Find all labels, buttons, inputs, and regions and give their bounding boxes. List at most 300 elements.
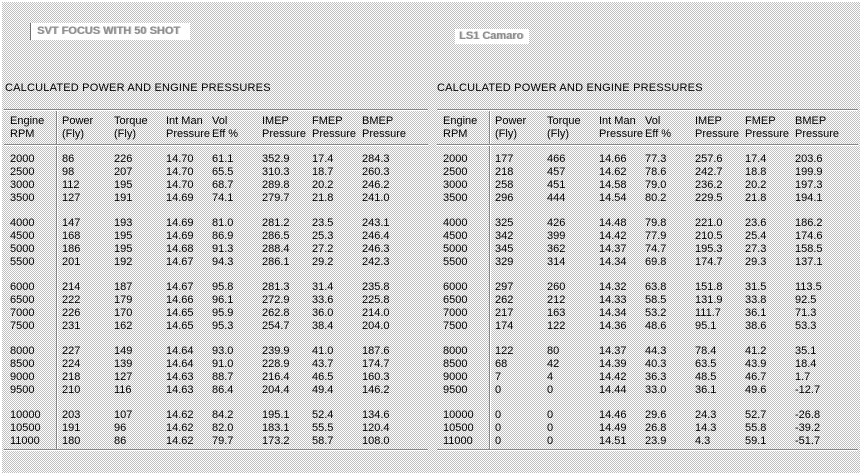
- table-row-group: [4, 217, 428, 269]
- power-pressure-table-right: [437, 109, 858, 451]
- data-cell: 218: [495, 166, 514, 178]
- data-cell: 53.2: [645, 307, 667, 319]
- data-cell: 9000: [10, 371, 35, 383]
- data-cell: 41.0: [312, 345, 334, 357]
- data-cell: 451: [547, 179, 566, 191]
- data-cell: 14.66: [599, 153, 627, 165]
- data-cell: 84.2: [212, 409, 234, 421]
- data-cell: 18.8: [745, 166, 767, 178]
- data-cell: 168: [62, 230, 81, 242]
- header-cell-line: FMEP: [745, 115, 776, 127]
- table-row-group: [437, 217, 858, 269]
- data-cell: 24.3: [695, 409, 717, 421]
- header-cell-line: Pressure: [312, 128, 357, 140]
- data-cell: 4500: [443, 230, 468, 242]
- data-cell: 226: [62, 307, 81, 319]
- data-cell: 362: [547, 243, 566, 255]
- data-cell: 6000: [10, 281, 35, 293]
- header-cell: [258, 115, 308, 141]
- data-cell: 14.62: [166, 435, 194, 447]
- header-cell-line: IMEP: [262, 115, 289, 127]
- data-cell: 14.64: [166, 358, 194, 370]
- data-cell: 69.8: [645, 256, 667, 268]
- data-cell: 11000: [443, 435, 473, 447]
- data-cell: 18.4: [795, 358, 817, 370]
- data-cell: 40.3: [645, 358, 667, 370]
- vehicle-name-field-right[interactable]: LS1 Camaro: [455, 29, 529, 44]
- data-cell: 296: [495, 192, 514, 204]
- data-cell: 183.1: [262, 422, 290, 434]
- header-cell-line: (Fly): [62, 128, 84, 140]
- table-bottom-rule: [437, 449, 858, 451]
- data-cell: 86.9: [212, 230, 234, 242]
- data-cell: 212: [547, 294, 566, 306]
- data-cell: 235.8: [362, 281, 390, 293]
- data-cell: 225.8: [362, 294, 390, 306]
- data-cell: 260.3: [362, 166, 390, 178]
- table-header-row: [4, 111, 428, 144]
- data-cell: 4000: [443, 217, 468, 229]
- data-cell: 14.70: [166, 179, 194, 191]
- data-cell: 0: [547, 384, 554, 396]
- data-cell: 96: [114, 422, 127, 434]
- data-cell: 17.4: [745, 153, 767, 165]
- data-cell: 8000: [443, 345, 468, 357]
- data-cell: 284.3: [362, 153, 390, 165]
- header-cell: [58, 115, 110, 141]
- data-cell: 79.8: [645, 217, 667, 229]
- data-cell: 1.7: [795, 371, 811, 383]
- header-cell: [543, 115, 595, 141]
- data-cell: 0: [495, 422, 502, 434]
- data-cell: 71.3: [795, 307, 817, 319]
- table-row-group: [437, 409, 858, 448]
- data-cell: 14.3: [695, 422, 717, 434]
- data-cell: 191: [114, 192, 133, 204]
- data-cell: 61.1: [212, 153, 234, 165]
- data-cell: 314: [547, 256, 566, 268]
- data-cell: 77.9: [645, 230, 667, 242]
- data-cell: 14.69: [166, 217, 194, 229]
- data-cell: 10000: [443, 409, 474, 421]
- data-cell: 122: [547, 320, 566, 332]
- data-cell: 91.3: [212, 243, 234, 255]
- data-cell: 122: [495, 345, 514, 357]
- data-cell: 14.68: [166, 243, 194, 255]
- data-cell: 14.37: [599, 345, 627, 357]
- header-cell-line: (Fly): [114, 128, 136, 140]
- data-cell: 199.9: [795, 166, 823, 178]
- data-cell: 14.33: [599, 294, 627, 306]
- data-cell: 195: [114, 230, 133, 242]
- data-cell: 214: [62, 281, 81, 293]
- data-cell: 6500: [10, 294, 35, 306]
- data-cell: 14.42: [599, 371, 627, 383]
- data-cell: 3000: [443, 179, 468, 191]
- data-cell: 4500: [10, 230, 35, 242]
- data-cell: 203.6: [795, 153, 823, 165]
- data-cell: 5000: [443, 243, 468, 255]
- data-cell: 221.0: [695, 217, 723, 229]
- data-cell: 79.7: [212, 435, 234, 447]
- section-heading-right: CALCULATED POWER AND ENGINE PRESSURES: [437, 82, 703, 94]
- data-cell: 14.69: [166, 192, 194, 204]
- data-cell: 242.7: [695, 166, 723, 178]
- data-cell: 286.1: [262, 256, 290, 268]
- data-cell: 204.4: [262, 384, 290, 396]
- data-cell: 74.1: [212, 192, 234, 204]
- data-cell: 2500: [443, 166, 468, 178]
- header-cell-line: IMEP: [695, 115, 722, 127]
- header-cell-line: FMEP: [312, 115, 343, 127]
- header-cell-line: Pressure: [695, 128, 740, 140]
- table-top-rule: [437, 109, 858, 111]
- table-row-group: [4, 345, 428, 397]
- data-cell: 227: [62, 345, 81, 357]
- data-cell: 4000: [10, 217, 35, 229]
- data-cell: 81.0: [212, 217, 234, 229]
- data-cell: 246.4: [362, 230, 390, 242]
- data-cell: 201: [62, 256, 81, 268]
- data-cell: 86: [62, 153, 75, 165]
- data-cell: 9000: [443, 371, 468, 383]
- data-cell: 96.1: [212, 294, 234, 306]
- data-cell: 180: [62, 435, 81, 447]
- data-cell: 194.1: [795, 192, 823, 204]
- data-cell: 41.2: [745, 345, 767, 357]
- data-cell: 77.3: [645, 153, 667, 165]
- data-cell: 36.1: [695, 384, 717, 396]
- data-cell: 29.3: [745, 256, 767, 268]
- data-cell: 218: [62, 371, 81, 383]
- data-cell: 325: [495, 217, 514, 229]
- data-cell: 170: [114, 307, 133, 319]
- header-cell-line: Pressure: [166, 128, 211, 140]
- data-cell: 14.66: [166, 294, 194, 306]
- data-cell: 217: [495, 307, 514, 319]
- data-cell: 33.8: [745, 294, 767, 306]
- header-cell-line: Pressure: [745, 128, 790, 140]
- header-cell-line: RPM: [10, 128, 35, 140]
- data-cell: 272.9: [262, 294, 290, 306]
- header-cell: [208, 115, 258, 141]
- data-cell: 46.7: [745, 371, 767, 383]
- data-cell: 49.4: [312, 384, 334, 396]
- data-cell: 257.6: [695, 153, 723, 165]
- data-cell: 35.1: [795, 345, 817, 357]
- data-cell: 231: [62, 320, 81, 332]
- data-cell: 14.65: [166, 307, 194, 319]
- data-cell: 27.2: [312, 243, 334, 255]
- data-cell: 281.2: [262, 217, 290, 229]
- data-cell: 33.0: [645, 384, 667, 396]
- data-cell: 286.5: [262, 230, 290, 242]
- data-cell: 297: [495, 281, 514, 293]
- data-cell: 187: [114, 281, 133, 293]
- data-cell: 6000: [443, 281, 468, 293]
- data-cell: 3500: [10, 192, 35, 204]
- data-cell: 8000: [10, 345, 35, 357]
- data-cell: 162: [114, 320, 133, 332]
- table-row-group: [437, 281, 858, 333]
- data-cell: 58.7: [312, 435, 334, 447]
- data-cell: 426: [547, 217, 566, 229]
- data-cell: 42: [547, 358, 560, 370]
- data-cell: 5500: [443, 256, 468, 268]
- data-cell: 43.7: [312, 358, 334, 370]
- data-cell: 345: [495, 243, 514, 255]
- vehicle-name-field-left[interactable]: SVT FOCUS WITH 50 SHOT: [30, 23, 190, 40]
- data-cell: 23.9: [645, 435, 667, 447]
- data-cell: 21.8: [312, 192, 334, 204]
- data-cell: 29.2: [312, 256, 334, 268]
- data-cell: 14.34: [599, 307, 627, 319]
- data-cell: 52.4: [312, 409, 334, 421]
- data-cell: 127: [62, 192, 81, 204]
- data-cell: 134.6: [362, 409, 390, 421]
- data-cell: 14.63: [166, 371, 194, 383]
- data-cell: 46.5: [312, 371, 334, 383]
- data-cell: 222: [62, 294, 81, 306]
- data-cell: 86: [114, 435, 127, 447]
- data-cell: 116: [114, 384, 132, 396]
- data-cell: 158.5: [795, 243, 823, 255]
- data-cell: 68: [495, 358, 508, 370]
- data-cell: 31.5: [745, 281, 767, 293]
- data-cell: 17.4: [312, 153, 334, 165]
- data-cell: 0: [495, 409, 502, 421]
- data-cell: 187.6: [362, 345, 390, 357]
- data-cell: 91.0: [212, 358, 234, 370]
- data-cell: 7500: [10, 320, 35, 332]
- data-cell: 3500: [443, 192, 468, 204]
- data-cell: 68.7: [212, 179, 234, 191]
- data-cell: 120.4: [362, 422, 390, 434]
- data-cell: 224: [62, 358, 81, 370]
- data-cell: 14.48: [599, 217, 627, 229]
- header-cell-line: RPM: [443, 128, 468, 140]
- data-cell: 43.9: [745, 358, 767, 370]
- data-cell: 53.3: [795, 320, 817, 332]
- table-row-group: [437, 345, 858, 397]
- header-cell-line: BMEP: [362, 115, 394, 127]
- data-cell: 95.1: [695, 320, 717, 332]
- header-cell-line: Torque: [114, 115, 148, 127]
- header-cell: [595, 115, 644, 141]
- data-cell: 466: [547, 153, 566, 165]
- data-cell: 38.4: [312, 320, 334, 332]
- data-cell: 214.0: [362, 307, 390, 319]
- data-cell: 192: [114, 256, 133, 268]
- data-cell: 241.0: [362, 192, 390, 204]
- data-cell: 399: [547, 230, 566, 242]
- data-cell: 228.9: [262, 358, 290, 370]
- data-cell: 63.5: [695, 358, 717, 370]
- data-cell: 281.3: [262, 281, 290, 293]
- data-cell: 195.1: [262, 409, 290, 421]
- data-cell: 20.2: [312, 179, 334, 191]
- data-cell: 14.70: [166, 153, 194, 165]
- data-cell: 38.6: [745, 320, 767, 332]
- data-cell: 195: [114, 243, 133, 255]
- header-cell-line: (Fly): [547, 128, 569, 140]
- data-cell: 94.3: [212, 256, 234, 268]
- data-cell: 92.5: [795, 294, 817, 306]
- data-cell: 242.3: [362, 256, 390, 268]
- data-cell: 352.9: [262, 153, 290, 165]
- data-cell: 0: [547, 435, 554, 447]
- data-cell: 14.62: [166, 409, 194, 421]
- header-cell-line: Int Man: [599, 115, 636, 127]
- data-cell: 55.8: [745, 422, 767, 434]
- data-cell: 36.3: [645, 371, 667, 383]
- header-cell-line: BMEP: [795, 115, 827, 127]
- data-cell: 9500: [443, 384, 468, 396]
- data-cell: 262.8: [262, 307, 290, 319]
- data-cell: 127: [114, 371, 133, 383]
- data-cell: 163: [547, 307, 566, 319]
- data-cell: 29.6: [645, 409, 667, 421]
- data-cell: 174: [495, 320, 514, 332]
- data-cell: 74.7: [645, 243, 667, 255]
- data-cell: 52.7: [745, 409, 767, 421]
- header-cell: [641, 115, 691, 141]
- data-cell: 14.46: [599, 409, 627, 421]
- data-cell: 0: [547, 422, 554, 434]
- data-cell: 78.4: [695, 345, 717, 357]
- data-cell: 8500: [10, 358, 35, 370]
- data-cell: 26.8: [645, 422, 667, 434]
- data-cell: 95.9: [212, 307, 234, 319]
- data-cell: -26.8: [795, 409, 821, 421]
- header-cell-line: Pressure: [262, 128, 307, 140]
- data-cell: 457: [547, 166, 566, 178]
- data-cell: 108.0: [362, 435, 390, 447]
- data-cell: 4.3: [695, 435, 711, 447]
- data-cell: 18.7: [312, 166, 334, 178]
- data-cell: 146.2: [362, 384, 390, 396]
- data-cell: 10500: [443, 422, 474, 434]
- data-cell: 95.3: [212, 320, 234, 332]
- data-cell: 93.0: [212, 345, 234, 357]
- data-cell: 174.7: [362, 358, 390, 370]
- data-cell: 79.0: [645, 179, 667, 191]
- data-cell: 195.3: [695, 243, 723, 255]
- data-cell: 107: [114, 409, 133, 421]
- data-cell: 36.0: [312, 307, 334, 319]
- data-cell: 131.9: [695, 294, 723, 306]
- header-cell: [4, 115, 58, 141]
- data-cell: 342: [495, 230, 514, 242]
- header-cell-line: Eff %: [212, 128, 239, 140]
- table-row-group: [4, 281, 428, 333]
- data-cell: 48.5: [695, 371, 717, 383]
- data-cell: 329: [495, 256, 514, 268]
- data-cell: 260: [547, 281, 566, 293]
- data-cell: 177: [495, 153, 514, 165]
- data-cell: 174.7: [695, 256, 723, 268]
- data-cell: 210: [62, 384, 81, 396]
- header-cell-line: Vol: [645, 115, 661, 127]
- table-row-group: [4, 153, 428, 205]
- header-cell-line: Power: [62, 115, 94, 127]
- data-cell: 195: [114, 179, 133, 191]
- data-cell: 31.4: [312, 281, 334, 293]
- data-cell: 246.3: [362, 243, 390, 255]
- data-cell: 55.5: [312, 422, 334, 434]
- data-cell: 7000: [443, 307, 468, 319]
- data-cell: 258: [495, 179, 514, 191]
- table-row-group: [437, 153, 858, 205]
- data-cell: 14.54: [599, 192, 627, 204]
- data-cell: 98: [62, 166, 75, 178]
- header-bottom-rule: [437, 144, 858, 146]
- data-cell: 36.1: [745, 307, 767, 319]
- data-cell: 78.6: [645, 166, 667, 178]
- data-cell: 44.3: [645, 345, 667, 357]
- table-bottom-rule: [4, 449, 428, 451]
- data-cell: 186: [62, 243, 81, 255]
- data-cell: 14.67: [166, 256, 194, 268]
- data-cell: 23.6: [745, 217, 767, 229]
- data-cell: 254.7: [262, 320, 290, 332]
- data-cell: 197.3: [795, 179, 823, 191]
- header-cell-line: Eff %: [645, 128, 672, 140]
- data-cell: 10000: [10, 409, 41, 421]
- data-cell: 226: [114, 153, 133, 165]
- data-cell: 14.63: [166, 384, 194, 396]
- data-cell: 14.42: [599, 230, 627, 242]
- data-cell: 2000: [443, 153, 468, 165]
- data-cell: 0: [495, 435, 502, 447]
- data-cell: 14.62: [599, 166, 627, 178]
- data-cell: 6500: [443, 294, 468, 306]
- data-cell: 88.7: [212, 371, 234, 383]
- data-cell: -39.2: [795, 422, 821, 434]
- data-cell: 2000: [10, 153, 35, 165]
- data-cell: 25.3: [312, 230, 334, 242]
- data-cell: 14.69: [166, 230, 194, 242]
- header-bottom-rule: [4, 144, 428, 146]
- header-cell-line: (Fly): [495, 128, 517, 140]
- data-cell: 14.34: [599, 256, 627, 268]
- header-cell-line: Power: [495, 115, 527, 127]
- data-cell: 193: [114, 217, 133, 229]
- data-cell: 14.67: [166, 281, 194, 293]
- data-cell: 95.8: [212, 281, 234, 293]
- header-cell: [358, 115, 428, 141]
- data-cell: 8500: [443, 358, 468, 370]
- header-cell: [691, 115, 741, 141]
- data-cell: 2500: [10, 166, 35, 178]
- data-cell: 246.2: [362, 179, 390, 191]
- data-cell: 27.3: [745, 243, 767, 255]
- data-cell: 239.9: [262, 345, 290, 357]
- data-cell: 137.1: [795, 256, 823, 268]
- data-cell: 14.32: [599, 281, 627, 293]
- data-cell: 139: [114, 358, 133, 370]
- data-cell: 9500: [10, 384, 35, 396]
- data-cell: 3000: [10, 179, 35, 191]
- header-cell: [791, 115, 858, 141]
- column-divider-line: [56, 109, 58, 451]
- header-cell-line: Pressure: [362, 128, 407, 140]
- data-cell: 179: [114, 294, 133, 306]
- data-cell: 14.37: [599, 243, 627, 255]
- data-cell: 14.51: [599, 435, 627, 447]
- header-cell-line: Pressure: [795, 128, 840, 140]
- header-cell-line: Int Man: [166, 115, 203, 127]
